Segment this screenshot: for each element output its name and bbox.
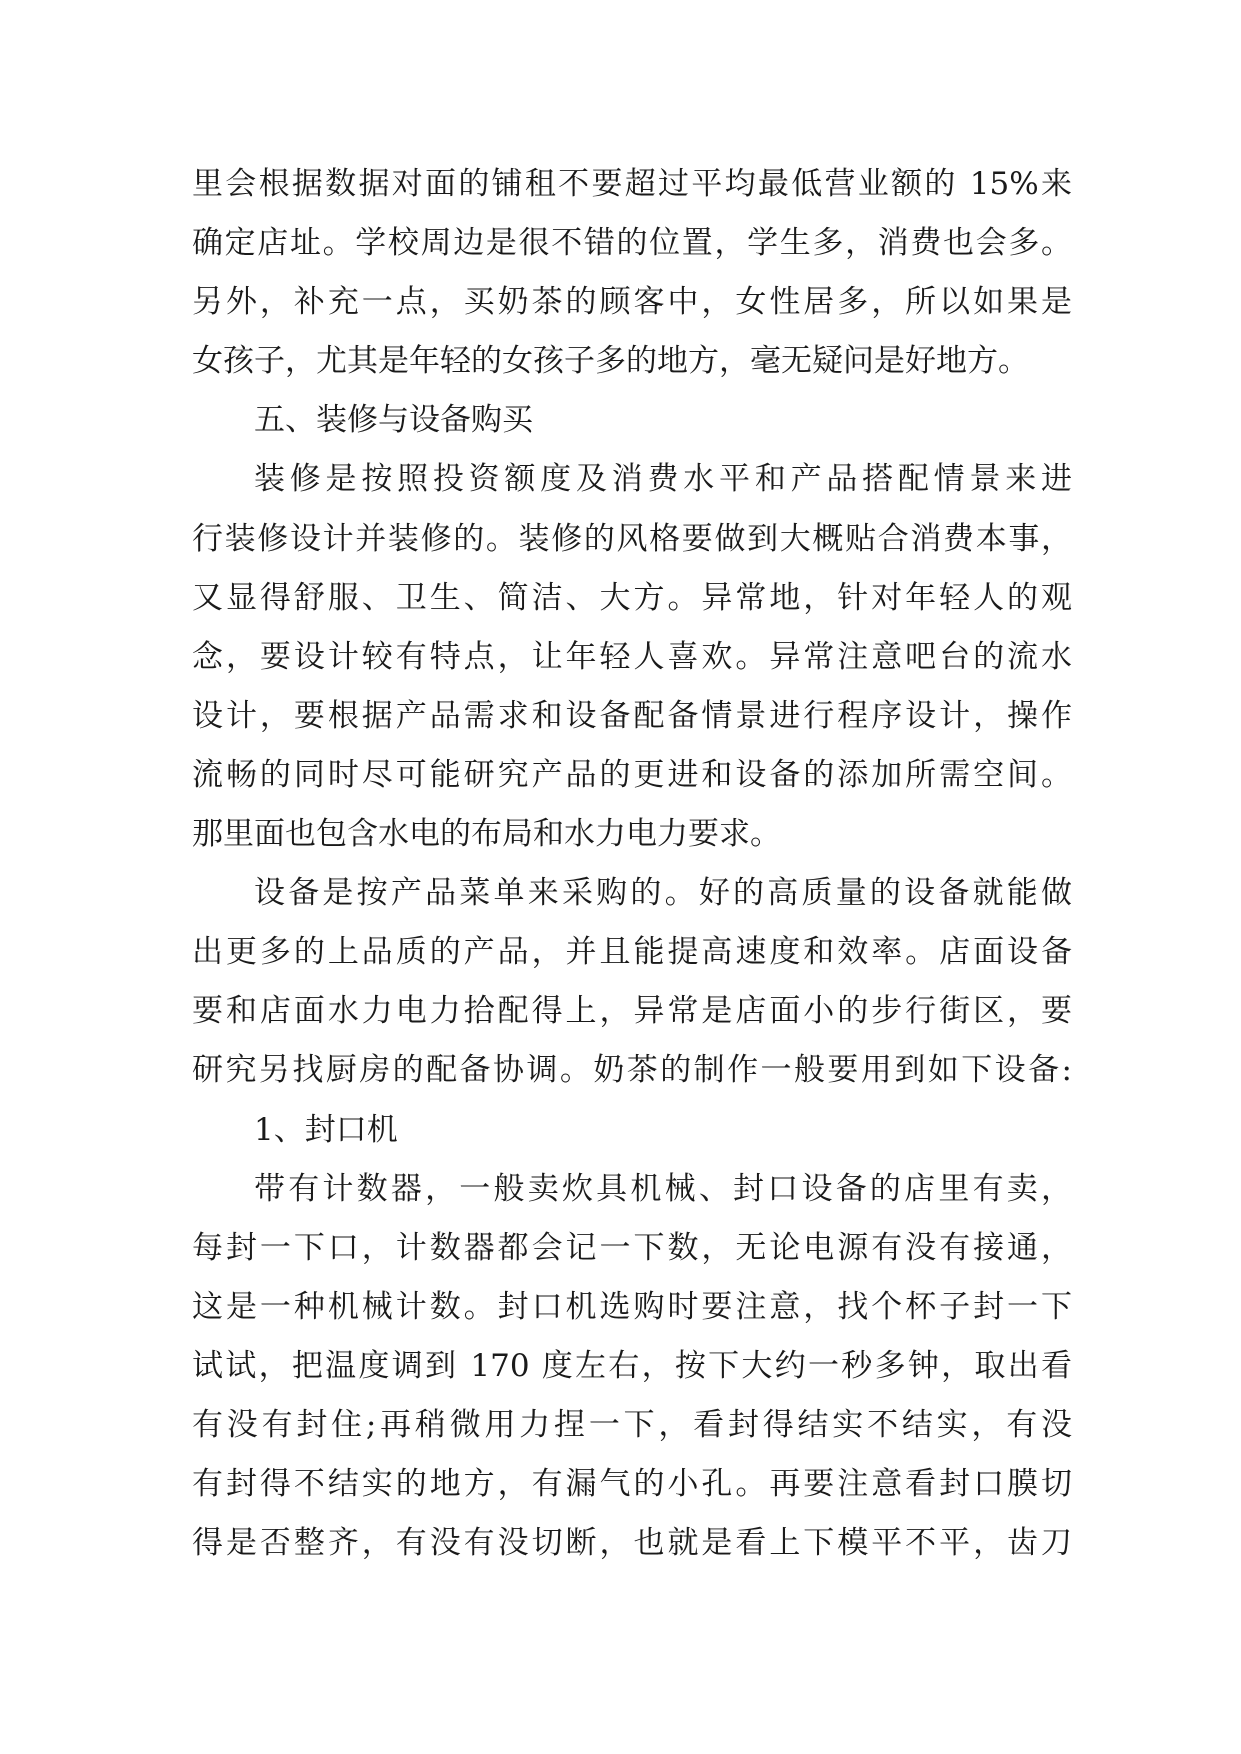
text-line: 念，要设计较有特点，让年轻人喜欢。异常注意吧台的流水	[192, 638, 1072, 675]
text-line: 又显得舒服、卫生、简洁、大方。异常地，针对年轻人的观	[192, 579, 1072, 616]
text-line: 有没有封住;再稍微用力捏一下，看封得结实不结实，有没	[192, 1406, 1072, 1443]
text-line: 那里面也包含水电的布局和水力电力要求。	[192, 816, 781, 853]
text-line: 带有计数器，一般卖炊具机械、封口设备的店里有卖，	[254, 1170, 1072, 1207]
text-line: 确定店址。学校周边是很不错的位置，学生多，消费也会多。	[192, 225, 1072, 262]
text-line: 里会根据数据对面的铺租不要超过平均最低营业额的 15%来	[192, 166, 1072, 202]
text-line: 试试，把温度调到 170 度左右，按下大约一秒多钟，取出看	[192, 1347, 1072, 1384]
text-line: 要和店面水力电力拾配得上，异常是店面小的步行街区，要	[192, 993, 1072, 1030]
text-line: 流畅的同时尽可能研究产品的更进和设备的添加所需空间。	[192, 756, 1072, 793]
text-line: 女孩子，尤其是年轻的女孩子多的地方，毫无疑问是好地方。	[192, 343, 1029, 380]
text-line: 设计，要根据产品需求和设备配备情景进行程序设计，操作	[192, 697, 1072, 734]
text-line: 另外，补充一点，买奶茶的顾客中，女性居多，所以如果是	[192, 284, 1072, 321]
text-line: 装修是按照投资额度及消费水平和产品搭配情景来进	[254, 461, 1072, 498]
text-line: 得是否整齐，有没有没切断，也就是看上下模平不平，齿刀	[192, 1525, 1072, 1562]
text-line: 出更多的上品质的产品，并且能提高速度和效率。店面设备	[192, 934, 1072, 971]
text-line: 有封得不结实的地方，有漏气的小孔。再要注意看封口膜切	[192, 1466, 1072, 1503]
section-heading: 五、装修与设备购买	[254, 402, 533, 439]
text-line: 行装修设计并装修的。装修的风格要做到大概贴合消费本事，	[192, 520, 1072, 557]
text-line: 每封一下口，计数器都会记一下数，无论电源有没有接通，	[192, 1229, 1072, 1266]
body-text	[192, 155, 1072, 1573]
text-line: 设备是按产品菜单来采购的。好的高质量的设备就能做	[254, 875, 1072, 912]
subsection-heading: 1、封口机	[254, 1111, 398, 1148]
text-line: 这是一种机械计数。封口机选购时要注意，找个杯子封一下	[192, 1288, 1072, 1325]
text-line: 研究另找厨房的配备协调。奶茶的制作一般要用到如下设备:	[192, 1052, 1072, 1089]
